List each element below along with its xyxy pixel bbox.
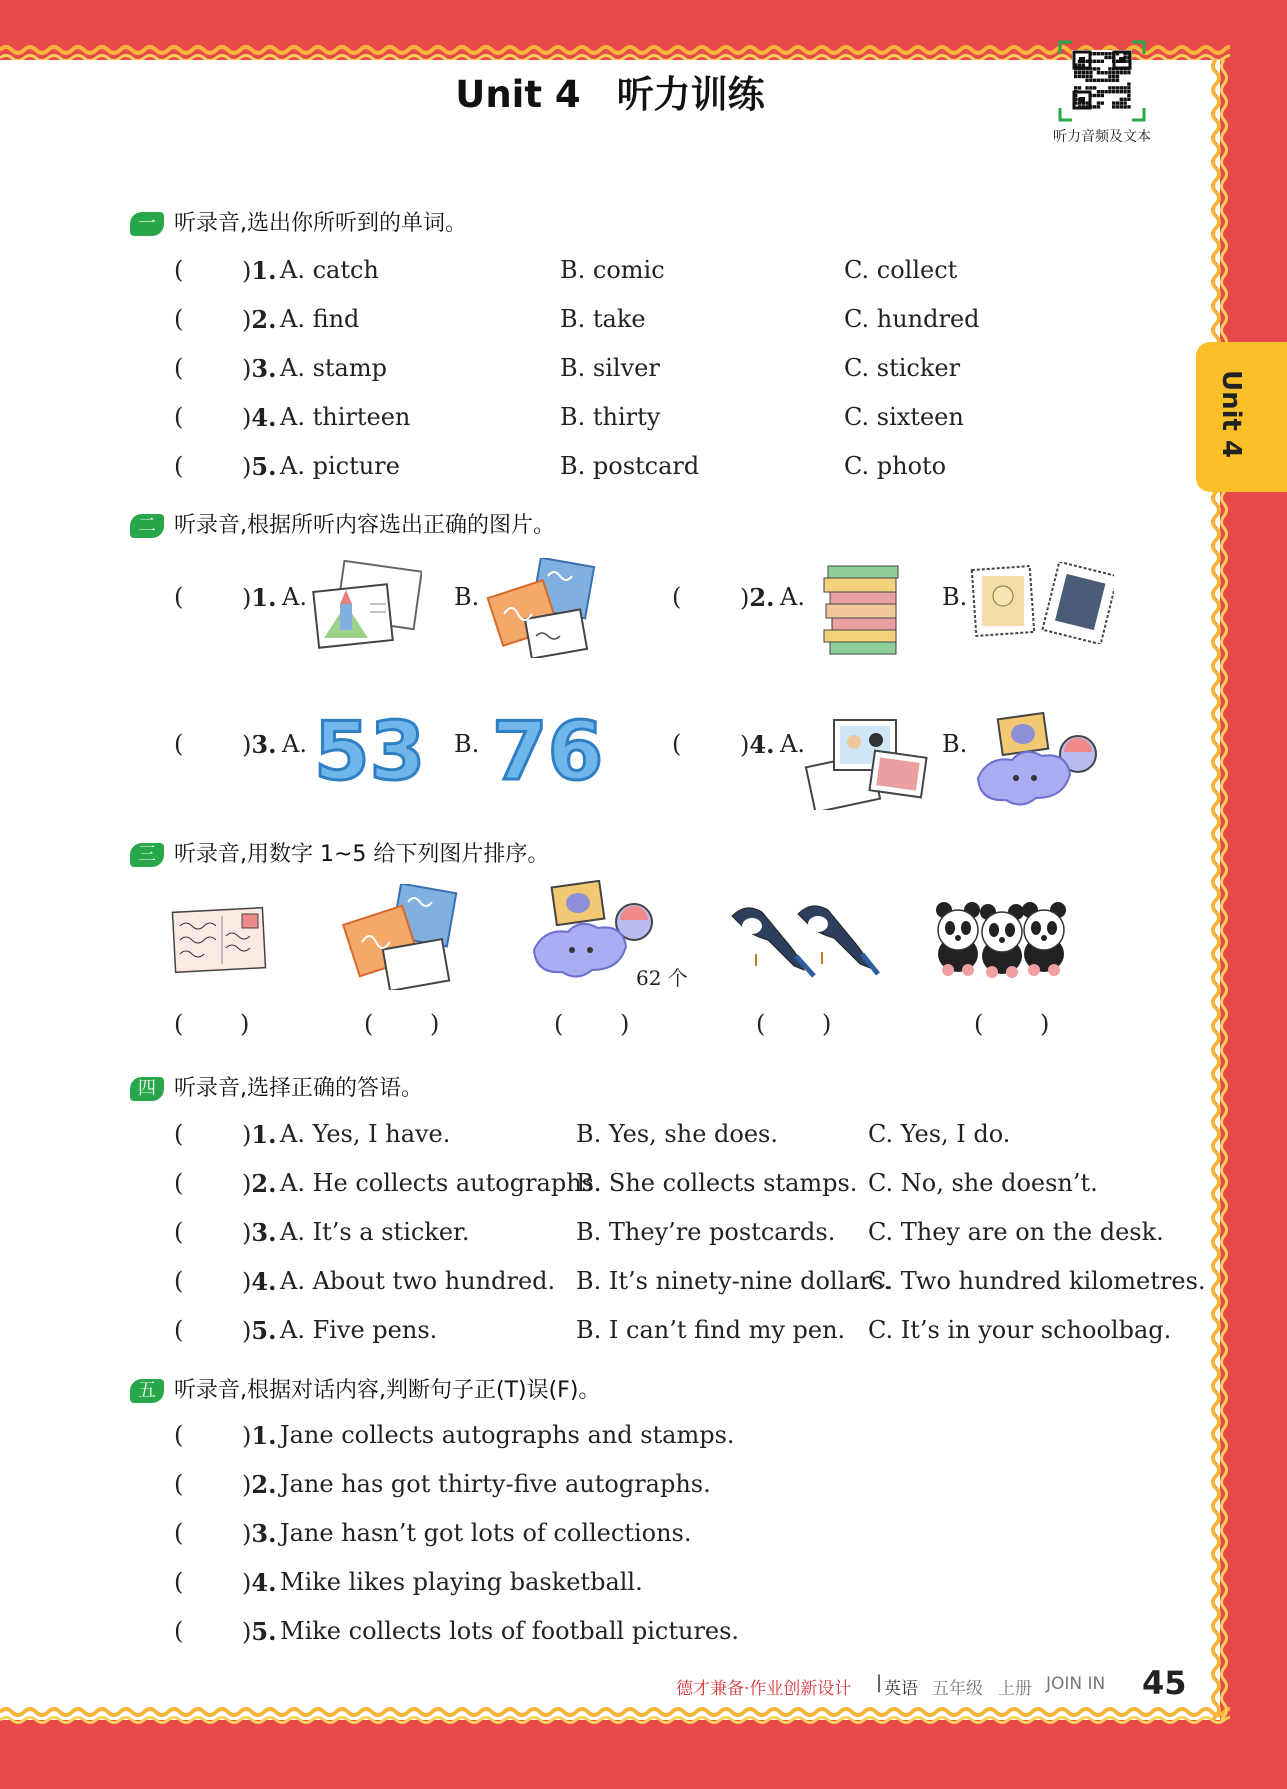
section-instruction: 听录音,根据对话内容,判断句子正(T)误(F)。: [174, 1378, 601, 1403]
paren-close-glyph: ): [242, 1317, 252, 1345]
answer-paren-close: [242, 1617, 276, 1646]
section-instruction: 听录音,选择正确的答语。: [174, 1076, 423, 1101]
question-number: 1.: [251, 1120, 277, 1149]
option-a: A. He collects autographs.: [280, 1169, 602, 1197]
answer-paren-close: [242, 1316, 276, 1345]
question-number: 3.: [251, 354, 277, 383]
right-wave-border: [1208, 60, 1232, 1720]
question-number: 4.: [251, 403, 277, 432]
option-b: B. I can’t find my pen.: [576, 1316, 846, 1344]
option-b: B. It’s ninety-nine dollars.: [576, 1267, 892, 1295]
option-a-label: A.: [780, 730, 805, 758]
question-number: 3.: [251, 1519, 277, 1548]
answer-paren-close: ): [1040, 1010, 1050, 1038]
postcard-writing-picture: [170, 902, 270, 978]
sticker-count-caption: 62 个: [636, 966, 688, 990]
option-c: C. It’s in your schoolbag.: [868, 1316, 1172, 1344]
option-c: C. They are on the desk.: [868, 1218, 1164, 1246]
section-badge: 三: [130, 843, 164, 867]
paren-close-glyph: ): [242, 453, 252, 481]
paren-close-glyph: ): [242, 1471, 252, 1499]
answer-paren-close: )1.: [242, 583, 277, 612]
answer-paren-open: (: [974, 1010, 984, 1038]
paren-close-glyph: ): [242, 1422, 252, 1450]
number-76-picture: 76: [492, 705, 604, 798]
option-a: A. About two hundred.: [280, 1267, 556, 1295]
paren-close-glyph: ): [242, 306, 252, 334]
qr-caption: 听力音频及文本: [1053, 129, 1151, 145]
question-number: 2.: [251, 1470, 277, 1499]
answer-paren-open: (: [174, 583, 184, 611]
postcard-picture: [310, 560, 422, 660]
statement-text: Mike likes playing basketball.: [280, 1568, 643, 1596]
option-a: A. Five pens.: [280, 1316, 438, 1344]
option-b-label: B.: [942, 583, 968, 611]
footer-edition: JOIN IN: [1046, 1674, 1106, 1694]
answer-paren-open: (: [174, 354, 184, 382]
option-a: A. picture: [280, 452, 400, 480]
option-b: B. silver: [560, 354, 660, 382]
section-3-heading: [130, 837, 549, 868]
answer-paren-open: (: [672, 730, 682, 758]
answer-paren-close: [242, 1218, 276, 1247]
section-badge: 一: [130, 212, 164, 236]
section-instruction: 听录音,用数字 1~5 给下列图片排序。: [174, 842, 550, 867]
paren-close-glyph: ): [242, 1618, 252, 1646]
question-number: 1.: [251, 256, 277, 285]
section-instruction: 听录音,根据所听内容选出正确的图片。: [174, 513, 555, 538]
option-a: A. thirteen: [280, 403, 411, 431]
question-number: 3.: [251, 1218, 277, 1247]
paren-close-glyph: ): [242, 1121, 252, 1149]
option-c: C. Two hundred kilometres.: [868, 1267, 1206, 1295]
paren-close-glyph: ): [242, 355, 252, 383]
option-b: B. thirty: [560, 403, 661, 431]
bottom-wave-border: [0, 1702, 1287, 1724]
option-b: B. comic: [560, 256, 665, 284]
section-4-heading: [130, 1071, 423, 1102]
footer-volume: 上册: [998, 1679, 1032, 1699]
page-title: Unit 4 听力训练: [455, 73, 765, 116]
statement-text: Jane collects autographs and stamps.: [280, 1421, 735, 1449]
answer-paren-close: [242, 1519, 276, 1548]
number-53-picture: 53: [314, 705, 426, 798]
answer-paren-close: [242, 403, 276, 432]
answer-paren-open: (: [174, 305, 184, 333]
footer-subject: 英语: [884, 1679, 918, 1699]
paren-close-glyph: ): [242, 1569, 252, 1597]
photos-picture: [804, 714, 928, 814]
question-number: 5.: [251, 1316, 277, 1345]
answer-paren-close: )4.: [740, 730, 775, 759]
answer-paren-open: (: [554, 1010, 564, 1038]
answer-paren-close: )2.: [740, 583, 775, 612]
option-a-label: A.: [282, 730, 307, 758]
option-c: C. collect: [844, 256, 958, 284]
answer-paren-open: (: [174, 1120, 184, 1148]
answer-paren-open: (: [364, 1010, 374, 1038]
magpies-picture: [726, 896, 882, 984]
section-5-heading: [130, 1373, 600, 1404]
answer-paren-close: ): [240, 1010, 250, 1038]
answer-paren-close: [242, 1470, 276, 1499]
answer-paren-close: [242, 305, 276, 334]
option-c: C. sixteen: [844, 403, 964, 431]
question-number: 4.: [251, 1267, 277, 1296]
question-number: 4.: [251, 1568, 277, 1597]
autograph-cards-picture: [340, 884, 464, 994]
question-number: 2.: [251, 305, 277, 334]
option-a-label: A.: [780, 583, 805, 611]
question-number: 2.: [251, 1169, 277, 1198]
option-a: A. catch: [280, 256, 379, 284]
answer-paren-close: [242, 1568, 276, 1597]
paren-close-glyph: ): [242, 1520, 252, 1548]
question-number: 1.: [251, 1421, 277, 1450]
answer-paren-close: )3.: [242, 730, 277, 759]
answer-paren-open: (: [174, 403, 184, 431]
answer-paren-open: (: [174, 1169, 184, 1197]
answer-paren-open: (: [174, 1316, 184, 1344]
option-a: A. It’s a sticker.: [280, 1218, 470, 1246]
answer-paren-open: (: [174, 1218, 184, 1246]
qr-code-icon[interactable]: [1058, 40, 1146, 122]
question-number: 5.: [251, 1617, 277, 1646]
answer-paren-close: ): [620, 1010, 630, 1038]
paren-close-glyph: ): [242, 1170, 252, 1198]
option-c: C. Yes, I do.: [868, 1120, 1011, 1148]
paren-close-glyph: ): [242, 1219, 252, 1247]
answer-paren-close: [242, 1120, 276, 1149]
pandas-picture: [936, 896, 1068, 984]
answer-paren-open: (: [672, 583, 682, 611]
statement-text: Mike collects lots of football pictures.: [280, 1617, 740, 1645]
answer-paren-open: (: [756, 1010, 766, 1038]
option-c: C. photo: [844, 452, 947, 480]
answer-paren-open: (: [174, 256, 184, 284]
answer-paren-close: [242, 452, 276, 481]
footer-separator: |: [876, 1672, 883, 1693]
option-b: B. Yes, she does.: [576, 1120, 778, 1148]
answer-paren-open: (: [174, 1421, 184, 1449]
answer-paren-close: ): [430, 1010, 440, 1038]
answer-paren-open: (: [174, 1617, 184, 1645]
option-b-label: B.: [942, 730, 968, 758]
section-badge: 五: [130, 1379, 164, 1403]
answer-paren-open: (: [174, 1267, 184, 1295]
answer-paren-close: [242, 1169, 276, 1198]
answer-paren-close: ): [822, 1010, 832, 1038]
answer-paren-open: (: [174, 1519, 184, 1547]
answer-paren-close: [242, 256, 276, 285]
statement-text: Jane hasn’t got lots of collections.: [280, 1519, 692, 1547]
answer-paren-close: [242, 1421, 276, 1450]
option-b: B. postcard: [560, 452, 700, 480]
section-badge: 四: [130, 1077, 164, 1101]
answer-paren-open: (: [174, 452, 184, 480]
section-1-heading: [130, 206, 467, 237]
option-c: C. sticker: [844, 354, 961, 382]
stickers-picture: [972, 712, 1104, 816]
stamps-picture: [970, 562, 1114, 648]
option-b: B. take: [560, 305, 646, 333]
option-a: A. find: [280, 305, 360, 333]
paren-close-glyph: ): [242, 1268, 252, 1296]
section-badge: 二: [130, 514, 164, 538]
unit-side-tab: Unit 4: [1196, 342, 1287, 492]
answer-paren-open: (: [174, 1470, 184, 1498]
footer-series: 德才兼备·作业创新设计: [676, 1679, 852, 1699]
option-a: A. Yes, I have.: [280, 1120, 451, 1148]
answer-paren-open: (: [174, 1568, 184, 1596]
option-a-label: A.: [282, 583, 307, 611]
option-c: C. No, she doesn’t.: [868, 1169, 1098, 1197]
page-number: 45: [1142, 1664, 1187, 1702]
question-number: 5.: [251, 452, 277, 481]
option-b-label: B.: [454, 730, 480, 758]
autograph-cards-picture: [484, 558, 602, 662]
option-b-label: B.: [454, 583, 480, 611]
paren-close-glyph: ): [242, 404, 252, 432]
answer-paren-close: [242, 354, 276, 383]
section-2-heading: [130, 508, 555, 539]
answer-paren-close: [242, 1267, 276, 1296]
footer-grade: 五年级: [932, 1679, 983, 1699]
option-c: C. hundred: [844, 305, 980, 333]
option-b: B. She collects stamps.: [576, 1169, 858, 1197]
option-a: A. stamp: [280, 354, 387, 382]
option-b: B. They’re postcards.: [576, 1218, 836, 1246]
books-stack-picture: [818, 562, 906, 660]
answer-paren-open: (: [174, 730, 184, 758]
answer-paren-open: (: [174, 1010, 184, 1038]
statement-text: Jane has got thirty-five autographs.: [280, 1470, 711, 1498]
paren-close-glyph: ): [242, 257, 252, 285]
section-instruction: 听录音,选出你所听到的单词。: [174, 211, 467, 236]
